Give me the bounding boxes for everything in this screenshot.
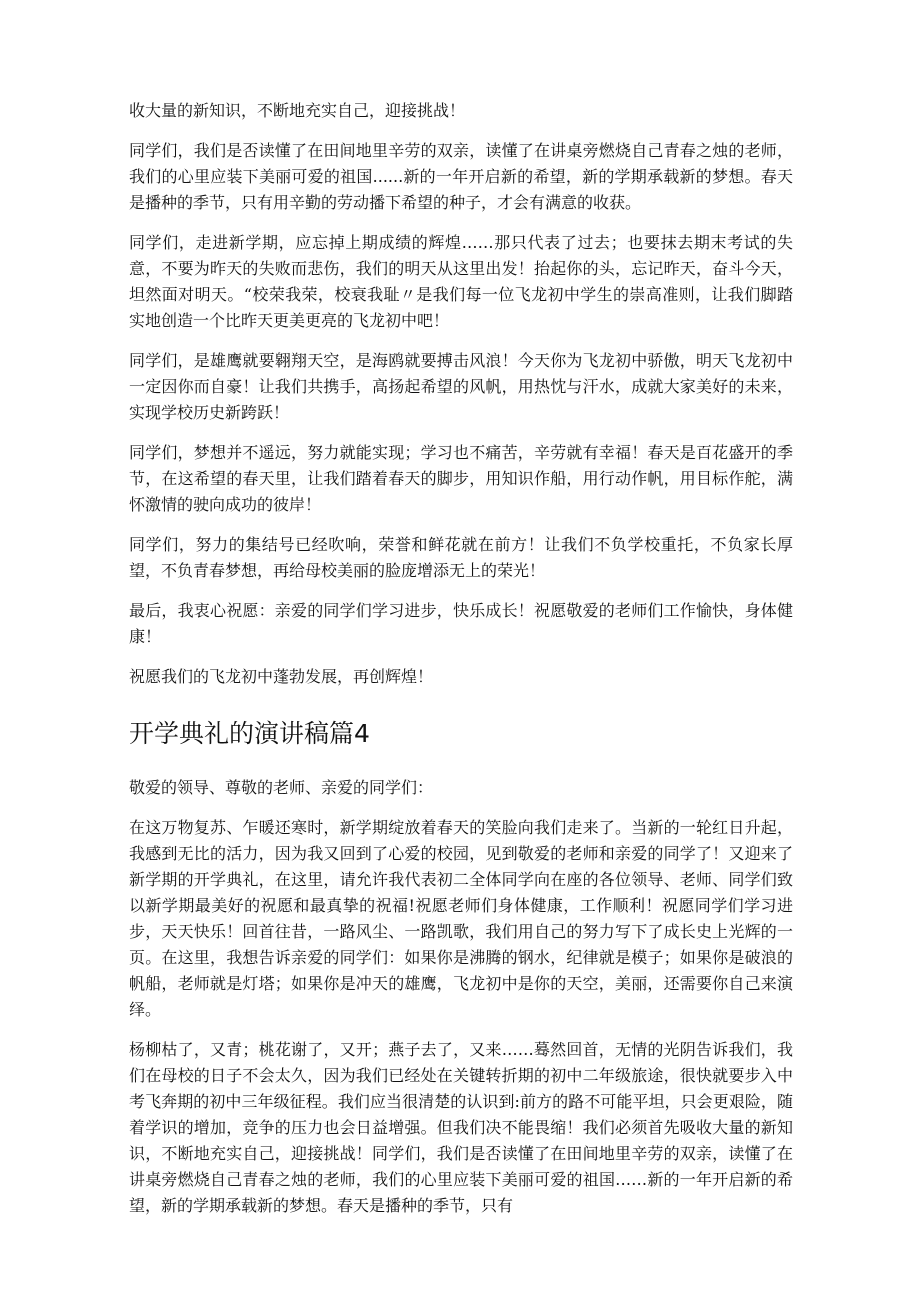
paragraph: 在这万物复苏、乍暖还寒时，新学期绽放着春天的笑脸向我们走来了。当新的一轮红日升起，我感到无比的活力，因为我又回到了心爱的校园，见到敬爱的老师和亲爱的同学了！又迎来了新学期的开学典礼，在这里，请允许我代表初二全体同学向在座的各位领导、老师、同学们致以新学期最美好的祝愿和最真挚的祝福!祝愿老师们身体健康，工作顺利！祝愿同学们学习进步，天天快乐！回首往昔，一路风尘、一路凯歌，我们用自己的努力写下了成长史上光辉的一页。在这里，我想告诉亲爱的同学们：如果你是沸腾的钢水，纪律就是模子；如果你是破浪的帆船，老师就是灯塔；如果你是冲天的雄鹰，飞龙初中是你的天空，美丽，还需要你自己来演绎。	[129, 818, 793, 1019]
paragraph: 收大量的新知识，不断地充实自己，迎接挑战！	[129, 101, 466, 120]
document-page	[129, 98, 793, 1219]
paragraph: 祝愿我们的飞龙初中蓬勃发展，再创辉煌！	[129, 667, 434, 686]
paragraph: 同学们，走进新学期，应忘掉上期成绩的辉煌……那只代表了过去；也要抹去期末考试的失意，不要为昨天的失败而悲伤，我们的明天从这里出发！抬起你的头，忘记昨天，奋斗今天，坦然面对明天。“校荣我荣，校衰我耻〃是我们每一位飞龙初中学生的崇高准则，让我们脚踏实地创造一个比昨天更美更亮的飞龙初中吧！	[129, 233, 793, 330]
paragraph: 同学们，我们是否读懂了在田间地里辛劳的双亲，读懂了在讲桌旁燃烧自己青春之烛的老师，我们的心里应装下美丽可爱的祖国......新的一年开启新的希望，新的学期承载新的梦想。春天是播种的季节，只有用辛勤的劳动播下希望的种子，才会有满意的收获。	[129, 141, 793, 212]
paragraph: 同学们，梦想并不遥远，努力就能实现；学习也不痛苦，辛劳就有幸福！春天是百花盛开的季节，在这希望的春天里，让我们踏着春天的脚步，用知识作船，用行动作帆，用目标作舵，满怀激情的驶向成功的彼岸！	[129, 443, 793, 514]
paragraph: 同学们，努力的集结号已经吹响，荣誉和鲜花就在前方！让我们不负学校重托，不负家长厚望，不负青春梦想，再给母校美丽的脸庞增添无上的荣光！	[129, 535, 793, 580]
salutation: 敬爱的领导、尊敬的老师、亲爱的同学们：	[129, 778, 434, 797]
paragraph: 同学们，是雄鹰就要翱翔天空，是海鸥就要搏击风浪！今天你为飞龙初中骄傲，明天飞龙初中一定因你而自豪！让我们共携手，高扬起希望的风帆，用热忱与汗水，成就大家美好的未来，实现学校历史新跨跃！	[129, 351, 793, 422]
paragraph: 杨柳枯了，又青；桃花谢了，又开；燕子去了，又来……蓦然回首，无情的光阴告诉我们，我们在母校的日子不会太久，因为我们已经处在关键转折期的初中二年级旅途，很快就要步入中考飞奔期的初中三年级征程。我们应当很清楚的认识到:前方的路不可能平坦，只会更艰险，随着学识的增加，竞争的压力也会日益增强。但我们决不能畏缩！我们必须首先吸收大量的新知识，不断地充实自己，迎接挑战！同学们，我们是否读懂了在田间地里辛劳的双亲，读懂了在讲桌旁燃烧自己青春之烛的老师，我们的心里应装下美丽可爱的祖国……新的一年开启新的希望，新的学期承载新的梦想。春天是播种的季节，只有	[129, 1040, 793, 1215]
section-heading: 开学典礼的演讲稿篇4	[129, 719, 370, 748]
paragraph: 最后，我衷心祝愿：亲爱的同学们学习进步，快乐成长！祝愿敬爱的老师们工作愉快，身体健康！	[129, 601, 793, 646]
